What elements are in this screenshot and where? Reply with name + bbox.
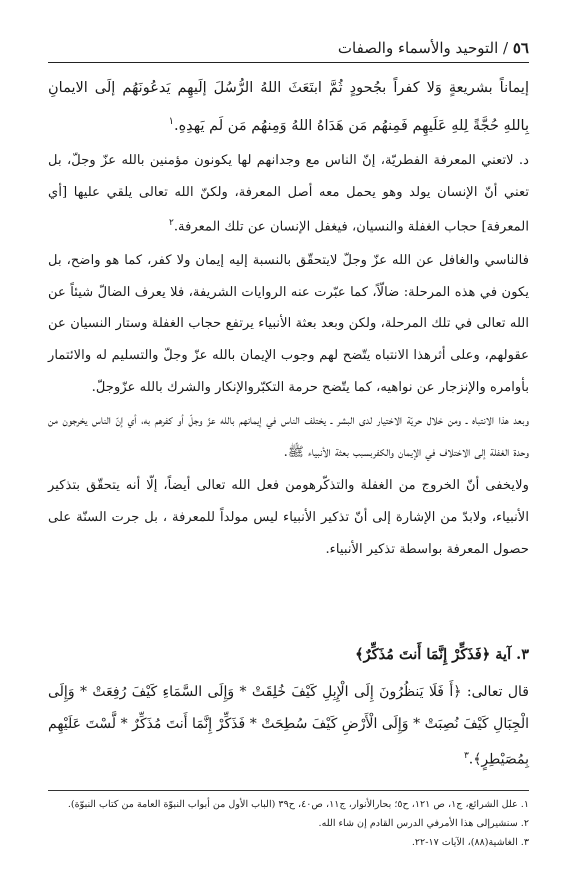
footnotes [48, 790, 529, 852]
footnote-2: ٢. سنشيرإلى هذا الأمرفي الدرس القادم إن شاء الله. [318, 818, 529, 829]
paragraph-1-text: د. لاتعني المعرفة الفطريّة، إنّ الناس مع وجدانهم لها يكونون مؤمنين بالله عزّ وجلّ، بل تعني أنّ الإنسان يولد وهو يحمل معه أصل المعرفة، ولكنّ الله تعالى يلقي عليها [أي المعرفة] حجاب الغفلة والنسيان، فيغفل الإنسان عن تلك المعرفة. [48, 153, 529, 235]
footnote-ref-2: ٢ [168, 218, 174, 229]
hadith-quote-text: إيماناً بشريعةٍ وَلا كفراً بجُحودٍ ثُمَّ ابتَعَثَ اللهُ الرُّسُلَ إلَيهِم يَدعُونَهُم إلَى الايمانِ بِاللهِ حُجَّةً لِلهِ عَلَيهِم فَمِنهُم مَن هَدَاهُ اللهُ وَمِنهُم مَن لَم يَهدِهِ. [48, 80, 529, 134]
footnote-ref-1: ١ [168, 116, 174, 127]
paragraph-3 [48, 405, 529, 468]
page [48, 0, 529, 882]
section-number: ٣. آية [495, 646, 529, 663]
paragraph-1 [48, 145, 529, 243]
paragraph-2-text: فالناسي والغافل عن الله عزّ وجلّ لايتحقّق بالنسبة إليه إيمان ولا كفر، كما هو واضح، بل يكون في هذه المرحلة: ضالّاً، كما عبّرت عنه الروايات الشريفة، فلا يعرف الضالّ شيئاً عن الله تعالى في تلك المرحلة، ولكن وبعد بعثة الأنبياء يرتفع حجاب الغفلة وستار النسيان عن عقولهم، وعلى أثرهذا الانتباه يتّضح لهم وجوب الإيمان بالله عزّ وجلّ والتسليم له والائتمار بأوامره والإنزجار عن نواهيه، كما يتّضح حرمة التكبّروالإنكار والشرك بالله عزّوجلّ. [48, 253, 529, 395]
page-number: ٥٦ [512, 39, 529, 57]
footnote-ref-3: ٣ [463, 751, 469, 761]
header-separator: / [503, 39, 509, 57]
verse-text: ﴿أَ فَلَا يَنظُرُونَ إِلَى الْإِبِلِ كَيْفَ خُلِقَتْ * وَإِلَى السَّمَاءِ كَيْفَ رُفِعَتْ * وَإِلَى الْجِبَالِ كَيْفَ نُصِبَتْ * وَإِلَى الْأَرْضِ كَيْفَ سُطِحَتْ * فَذَكِّرْ إِنَّمَا أَنتَ مُذَكِّرٌ * لَّسْتَ عَلَيْهِم بِمُصَيْطِرٍ﴾. [48, 684, 529, 768]
section-heading [48, 641, 529, 669]
verse-intro: قال تعالى: [466, 684, 530, 700]
quran-verse [48, 676, 529, 776]
footnote-1: ١. علل الشرائع، ج١، ص ١٢١، ح٥؛ بحارالأنوار، ج١١، ص٤٠، ح٣٩ (الباب الأول من أبواب النبوّة العامة من كتاب النبوّة). [67, 799, 529, 810]
paragraph-4-text: ولايخفى أنّ الخروج من الغفلة والتذكّرهومن فعل الله تعالى أيضاً، إلّا أنه يتحقّق بتذكير الأنبياء، ولابدّ من الإشارة إلى أنّ تذكير الأنبياء ليس مولداً للمعرفة ، بل جرت السنّة على حصول المعرفة بواسطة تذكير الأنبياء. [48, 478, 529, 557]
section-verse: ﴿فَذَكِّرْ إِنَّمَا أَنتَ مُذَكِّرٌ﴾ [355, 646, 491, 663]
paragraph-2 [48, 245, 529, 403]
body-text [48, 145, 529, 565]
hadith-quote [48, 72, 529, 143]
paragraph-4 [48, 470, 529, 565]
footnote-3: ٣. الغاشية(٨٨)، الآيات ١٧-٢٢. [411, 837, 529, 848]
header-title: التوحيد والأسماء والصفات [337, 39, 499, 57]
running-header [48, 36, 529, 63]
paragraph-3-text: وبعد هذا الانتباه ـ ومن خلال حريّة الاختيار لدى البشر ـ يختلف الناس في إيمانهم بالله عزّ وجلّ أو كفرهم به، أي إنّ الناس يخرجون من وحدة الغفلة إلى الاختلاف في الإيمان والكفربسبب بعثة الأنبياء ﷺ. [48, 413, 529, 460]
